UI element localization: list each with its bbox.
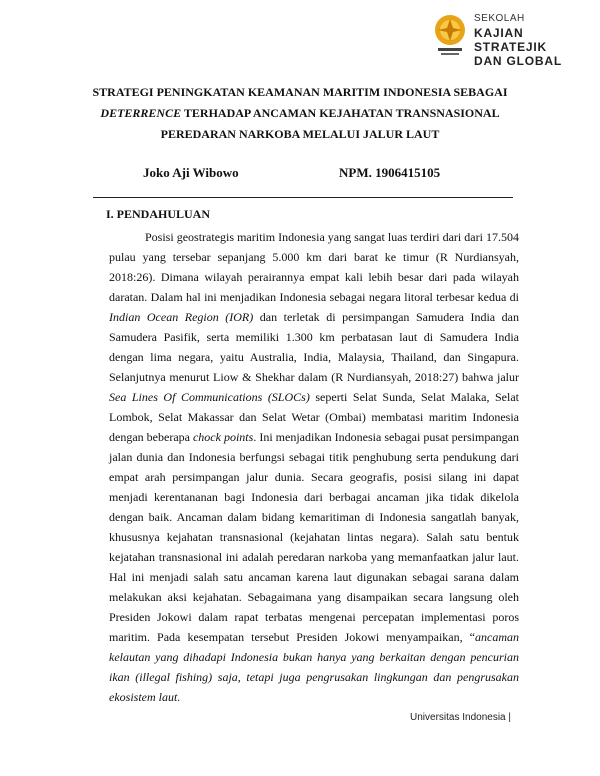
page-footer: Universitas Indonesia | bbox=[410, 712, 511, 723]
body-italic-chock-points: chock points bbox=[192, 430, 254, 444]
body-paragraph bbox=[109, 227, 519, 707]
body-segment-3: seperti Selat Sunda, Selat Malaka, Selat Lombok, Selat Makassar dan Selat Wetar (Ombai) membatasi maritim Indonesia dengan beberapa bbox=[109, 390, 520, 444]
title-italic-term: DETERRENCE bbox=[100, 106, 182, 120]
logo-line-2: KAJIAN STRATEJIK bbox=[474, 26, 547, 54]
university-seal-icon bbox=[432, 12, 468, 58]
school-logo bbox=[432, 10, 592, 68]
author-npm: NPM. 1906415105 bbox=[339, 165, 441, 180]
body-segment-1: Posisi geostrategis maritim Indonesia yang sangat luas terdiri dari dari 17.504 pulau yang tersebar sepanjang 5.000 km dari barat ke timur (R Nurdiansyah, 2018:26). Dimana wilayah perairannya empat kali lebih besar dari pada wilayah daratan. Dalam hal ini menjadikan Indonesia sebagai negara litoral terbesar kedua di bbox=[109, 230, 519, 304]
divider-line bbox=[93, 197, 513, 198]
document-title bbox=[60, 82, 540, 145]
section-heading: I. PENDAHULUAN bbox=[106, 207, 211, 221]
title-line-2-rest: TERHADAP ANCAMAN KEJAHATAN TRANSNASIONAL bbox=[181, 106, 500, 120]
logo-line-1: SEKOLAH bbox=[474, 13, 525, 24]
body-segment-2: dan terletak di persimpangan Samudera India dan Samudera Pasifik, serta memiliki 1.300 km perbatasan laut di Samudera India dengan lima negara, yaitu Australia, India, Malaysia, Thailand, dan Singapura. Selanjutnya menurut Liow & Shekhar dalam (R Nurdiansyah, 2018:27) bahwa jalur bbox=[109, 310, 519, 384]
title-line-1: STRATEGI PENINGKATAN KEAMANAN MARITIM INDONESIA SEBAGAI bbox=[92, 85, 508, 99]
body-segment-4: . Ini menjadikan Indonesia sebagai pusat persimpangan jalan dunia dan Indonesia berfungsi sebagai titik penghubung serta pendukung dari empat arah persimpangan jalur dunia. Secara geografis, posisi silang ini dapat menjadi kerentananan bagi Indonesia dari berbagai ancaman jika tidak dikelola dengan baik. Ancaman dalam bidang kemaritiman di Indonesia sangatlah banyak, khususnya kejahatan transnasional (kejahatan lintas negara). Salah satu bentuk kejatahan transnasional ini adalah peredaran narkoba yang memanfaatkan jalur laut. Hal ini menjadi salah satu ancaman karena laut digunakan sebagai sarana dalam melakukan aksi kejahatan. Sebagaimana yang disampaikan secara langsung oleh Presiden Jokowi dalam rapat terbatas mengenai percepatan implementasi poros maritim. Pada kesempatan tersebut Presiden Jokowi menyampaikan, “ bbox=[109, 430, 519, 644]
body-italic-quote: ancaman kelautan yang dihadapi Indonesia bukan hanya yang berkaitan dengan pencurian ikan (illegal fishing) saja, tetapi juga pengrusakan lingkungan dan pengrusakan ekosistem laut. bbox=[109, 630, 519, 704]
body-italic-slocs: Sea Lines Of Communications (SLOCs) bbox=[109, 390, 310, 404]
title-line-3: PEREDARAN NARKOBA MELALUI JALUR LAUT bbox=[160, 127, 440, 141]
author-name: Joko Aji Wibowo bbox=[143, 165, 239, 180]
title-line-2 bbox=[60, 103, 540, 124]
body-italic-ior: Indian Ocean Region (IOR) bbox=[109, 310, 254, 324]
logo-line-3: DAN GLOBAL bbox=[474, 54, 562, 68]
